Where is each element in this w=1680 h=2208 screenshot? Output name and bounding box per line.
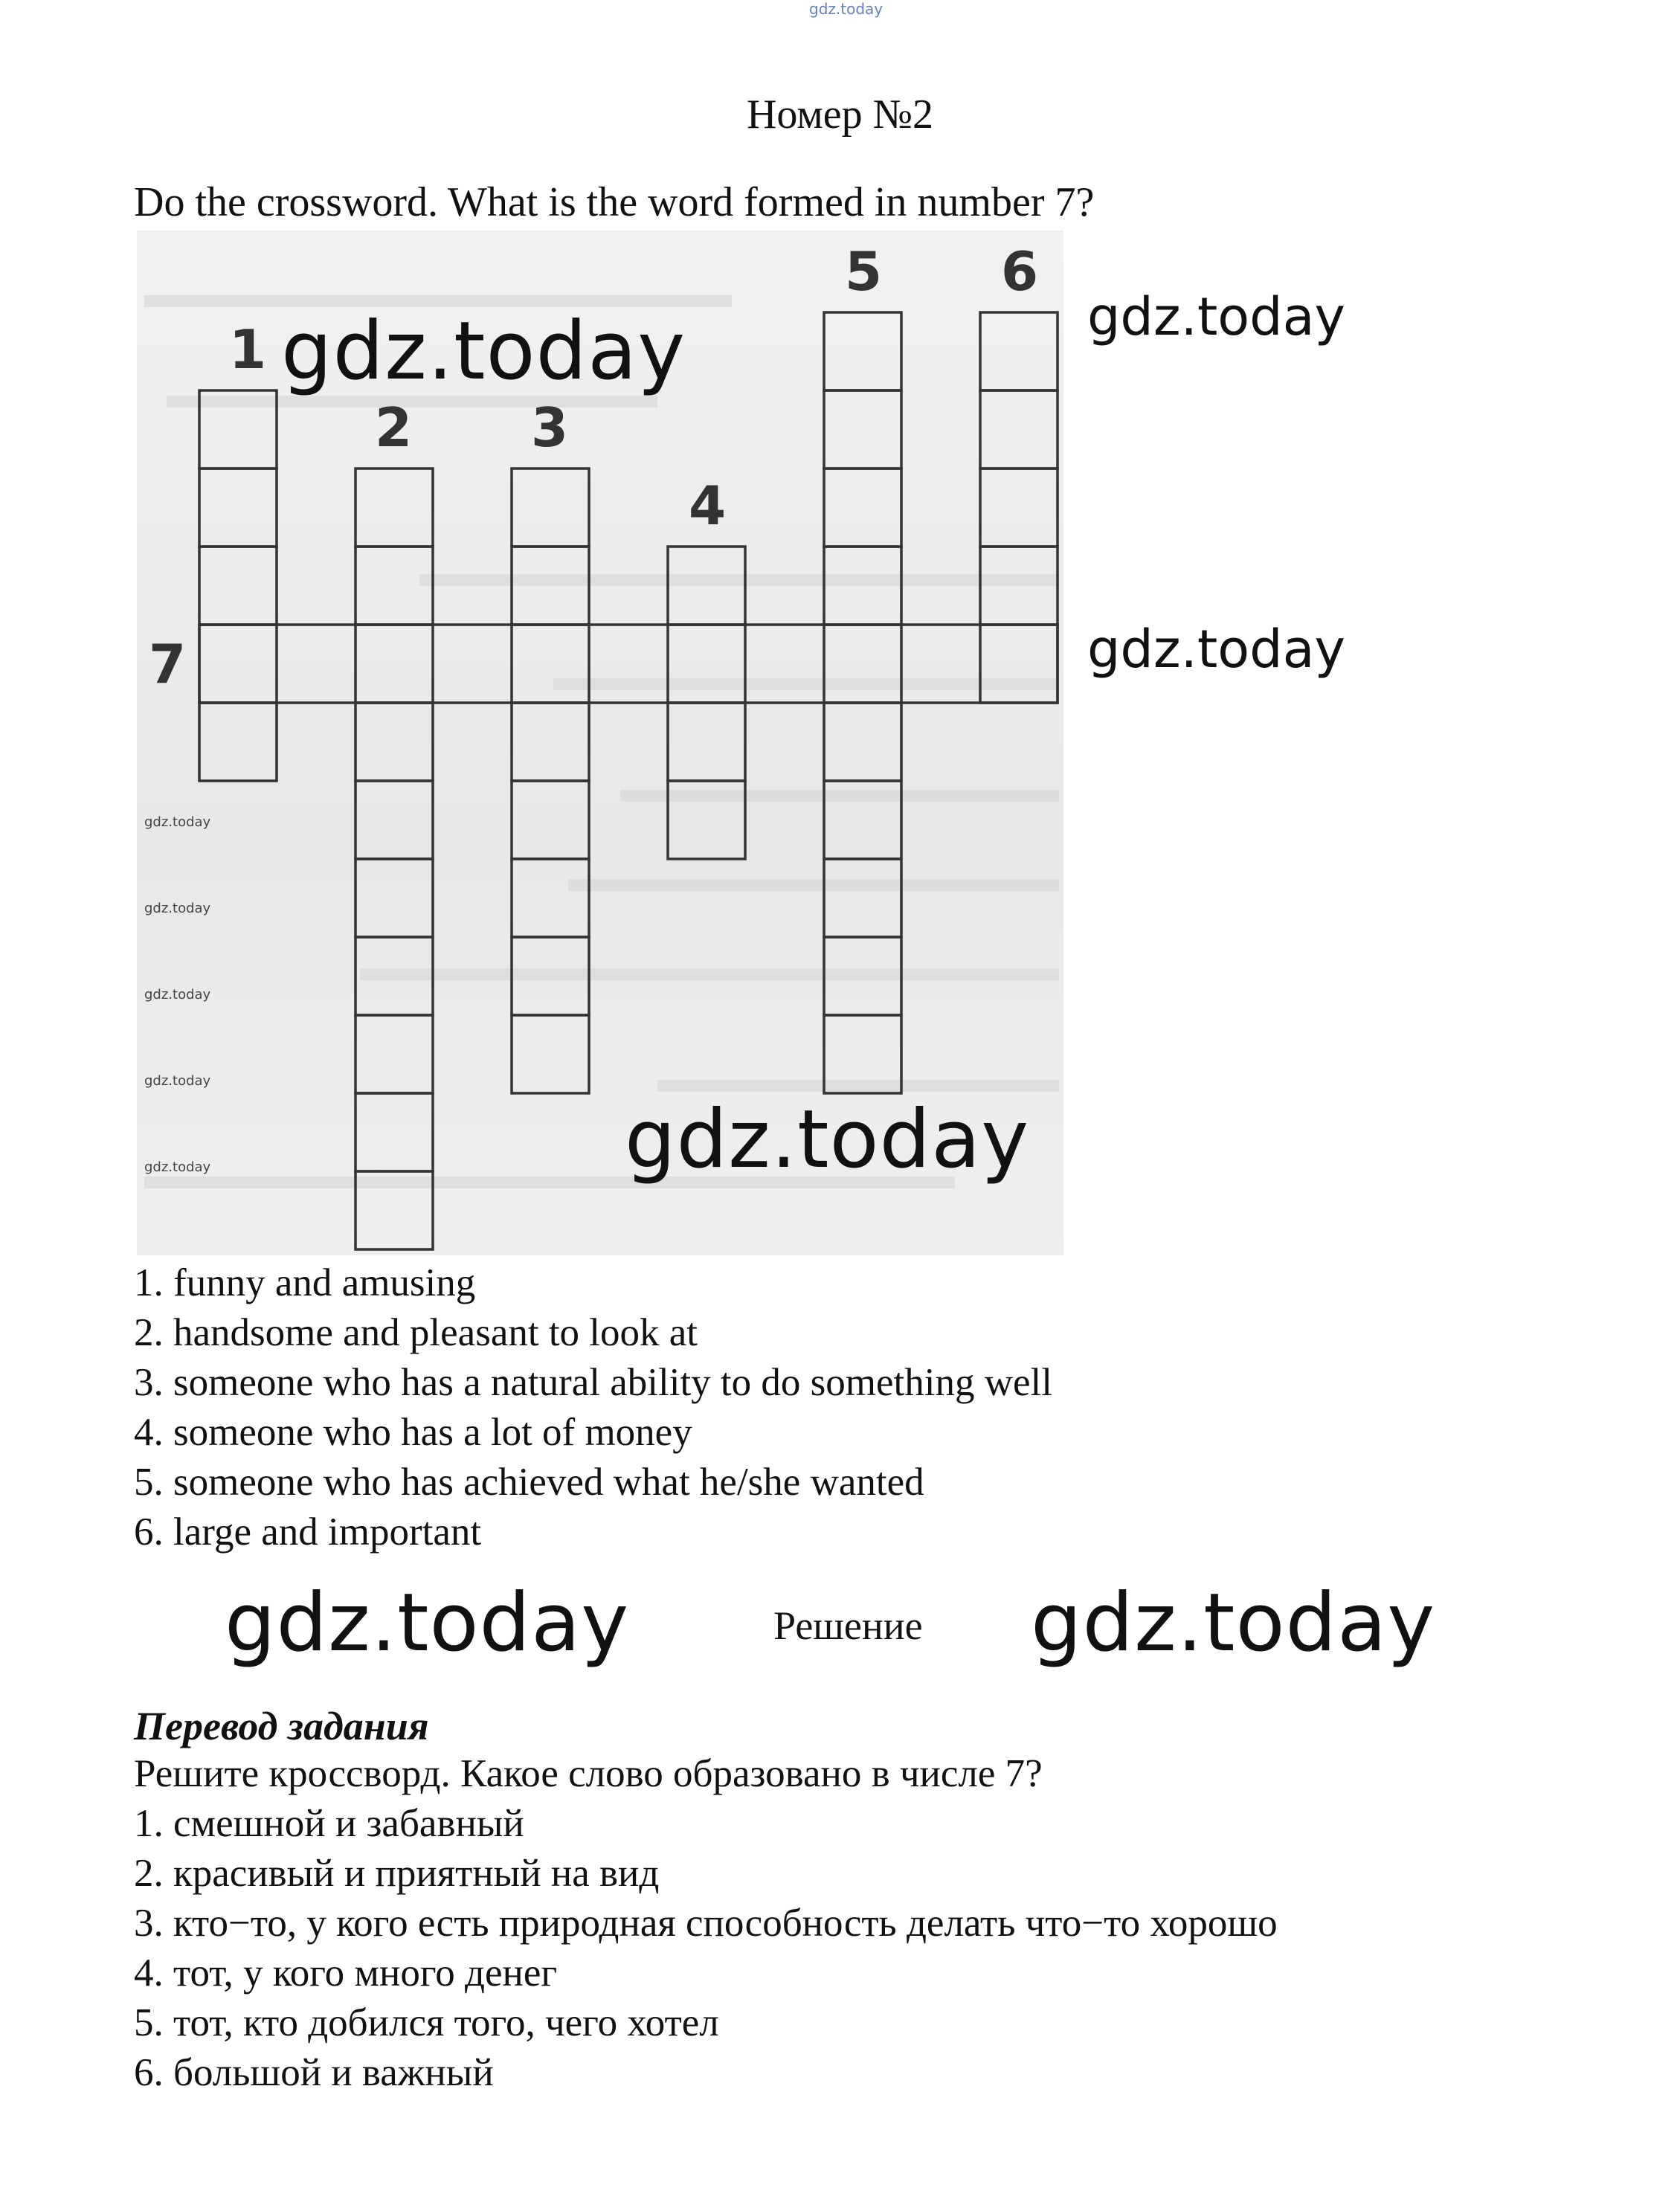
page-title: Номер №2: [746, 91, 934, 138]
translation-clue-6: 6. большой и важный: [134, 2051, 494, 2094]
translation-clue-3: 3. кто−то, у кого есть природная способность делать что−то хорошо: [134, 1902, 1278, 1945]
clue-4: 4. someone who has a lot of money: [134, 1411, 692, 1454]
clue-number-4: 4: [689, 474, 727, 537]
translation-clue-2: 2. красивый и приятный на вид: [134, 1852, 660, 1895]
clue-number-2: 2: [375, 396, 413, 459]
clue-number-7: 7: [149, 633, 187, 695]
watermark-right-lower: gdz.today: [1087, 619, 1345, 680]
crossword-image: [137, 231, 1063, 1255]
watermark-solution-right: gdz.today: [1031, 1577, 1436, 1670]
watermark-solution-left: gdz.today: [225, 1577, 630, 1670]
clue-1: 1. funny and amusing: [134, 1261, 476, 1304]
watermark-small: gdz.today: [144, 901, 211, 916]
translation-clue-4: 4. тот, у кого много денег: [134, 1951, 558, 1995]
translation-heading: Перевод задания: [134, 1704, 429, 1748]
watermark-right-upper: gdz.today: [1087, 286, 1345, 347]
clue-6: 6. large and important: [134, 1510, 482, 1554]
watermark-small: gdz.today: [144, 1159, 211, 1175]
watermark-small: gdz.today: [144, 987, 211, 1002]
translation-clue-1: 1. смешной и забавный: [134, 1802, 524, 1845]
clue-5: 5. someone who has achieved what he/she wanted: [134, 1461, 924, 1504]
translation-clue-5: 5. тот, кто добился того, чего хотел: [134, 2001, 719, 2044]
clue-number-5: 5: [845, 240, 883, 303]
clue-number-1: 1: [229, 318, 267, 381]
watermark-crossword: gdz.today: [281, 305, 686, 398]
crossword-column-6: [980, 312, 1058, 703]
crossword-column-3: [512, 469, 589, 1093]
solution-label: Решение: [773, 1603, 923, 1648]
crossword-column-1: [199, 390, 277, 781]
clue-number-3: 3: [531, 396, 569, 459]
task-instruction: Do the crossword. What is the word formed in number 7?: [134, 179, 1095, 225]
faint-background-text: [144, 301, 1059, 1182]
clue-number-6: 6: [1001, 240, 1039, 303]
crossword-row-7: [199, 625, 1058, 703]
clue-3: 3. someone who has a natural ability to do something well: [134, 1361, 1052, 1404]
translation-task: Решите кроссворд. Какое слово образовано в числе 7?: [134, 1752, 1043, 1795]
watermark-top: gdz.today: [809, 0, 884, 18]
clue-2: 2. handsome and pleasant to look at: [134, 1311, 698, 1354]
watermark-small: gdz.today: [144, 814, 211, 830]
watermark-small: gdz.today: [144, 1073, 211, 1089]
watermark-crossword-bottom: gdz.today: [625, 1093, 1030, 1186]
